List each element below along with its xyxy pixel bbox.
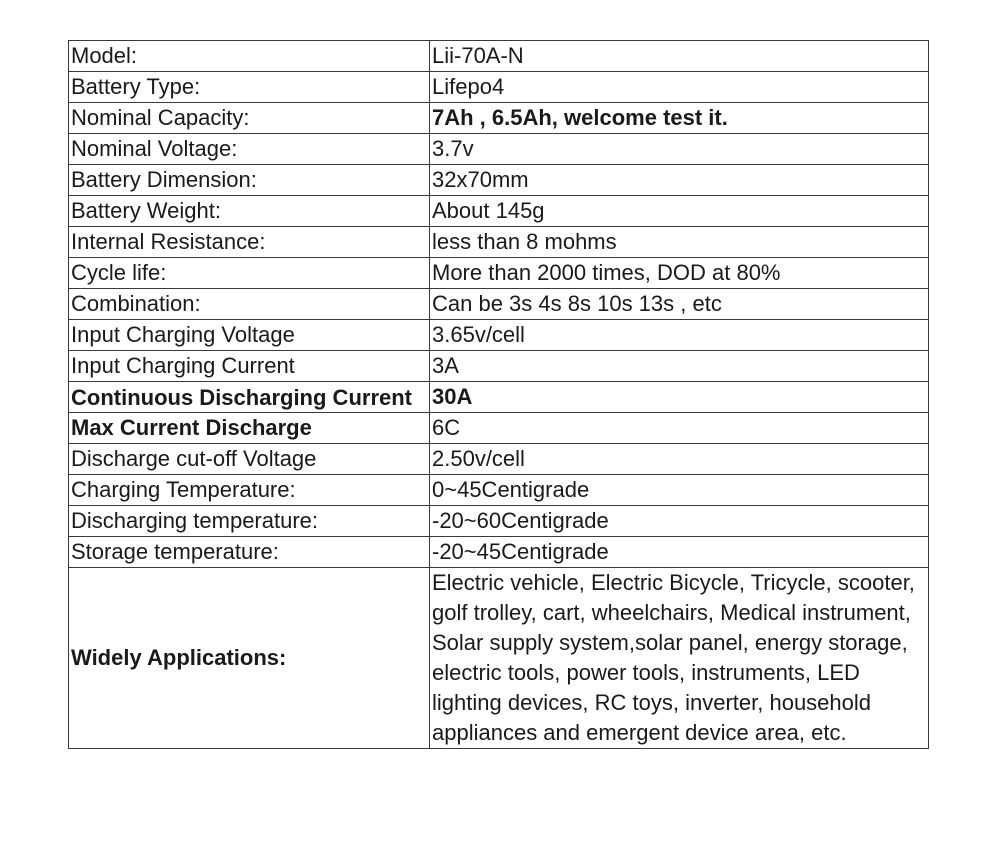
spec-value-nominal-capacity: 7Ah , 6.5Ah, welcome test it. <box>430 103 929 134</box>
spec-value-discharging-temperature: -20~60Centigrade <box>430 506 929 537</box>
table-row <box>69 506 929 537</box>
table-row <box>69 227 929 258</box>
table-row <box>69 72 929 103</box>
spec-value-cycle-life: More than 2000 times, DOD at 80% <box>430 258 929 289</box>
table-row <box>69 537 929 568</box>
spec-label-storage-temperature: Storage temperature: <box>69 537 430 568</box>
spec-label-battery-dimension: Battery Dimension: <box>69 165 430 196</box>
table-row <box>69 41 929 72</box>
table-row <box>69 258 929 289</box>
spec-label-internal-resistance: Internal Resistance: <box>69 227 430 258</box>
spec-label-combination: Combination: <box>69 289 430 320</box>
table-row <box>69 165 929 196</box>
spec-label-input-charging-voltage: Input Charging Voltage <box>69 320 430 351</box>
battery-spec-table <box>68 40 929 749</box>
spec-label-continuous-discharging-current: Continuous Discharging Current <box>69 382 430 413</box>
spec-value-battery-type: Lifepo4 <box>430 72 929 103</box>
spec-label-input-charging-current: Input Charging Current <box>69 351 430 382</box>
spec-value-combination: Can be 3s 4s 8s 10s 13s , etc <box>430 289 929 320</box>
spec-value-battery-dimension: 32x70mm <box>430 165 929 196</box>
spec-label-battery-type: Battery Type: <box>69 72 430 103</box>
spec-label-discharge-cutoff-voltage: Discharge cut-off Voltage <box>69 444 430 475</box>
table-row <box>69 568 929 749</box>
spec-value-internal-resistance: less than 8 mohms <box>430 227 929 258</box>
table-row <box>69 196 929 227</box>
spec-value-battery-weight: About 145g <box>430 196 929 227</box>
spec-label-widely-applications: Widely Applications: <box>69 568 430 749</box>
spec-label-model: Model: <box>69 41 430 72</box>
spec-value-model: Lii-70A-N <box>430 41 929 72</box>
table-row <box>69 413 929 444</box>
spec-value-input-charging-current: 3A <box>430 351 929 382</box>
spec-label-battery-weight: Battery Weight: <box>69 196 430 227</box>
spec-value-widely-applications: Electric vehicle, Electric Bicycle, Tricycle, scooter, golf trolley, cart, wheelchairs, Medical instrument, Solar supply system,solar panel, energy storage, electric tools, power tools, instruments, LED lighting devices, RC toys, inverter, household appliances and emergent device area, etc. <box>430 568 929 749</box>
spec-value-input-charging-voltage: 3.65v/cell <box>430 320 929 351</box>
spec-label-charging-temperature: Charging Temperature: <box>69 475 430 506</box>
table-row <box>69 475 929 506</box>
table-row <box>69 351 929 382</box>
spec-label-nominal-capacity: Nominal Capacity: <box>69 103 430 134</box>
table-row <box>69 444 929 475</box>
spec-label-max-current-discharge: Max Current Discharge <box>69 413 430 444</box>
spec-label-cycle-life: Cycle life: <box>69 258 430 289</box>
spec-value-storage-temperature: -20~45Centigrade <box>430 537 929 568</box>
spec-label-nominal-voltage: Nominal Voltage: <box>69 134 430 165</box>
spec-label-discharging-temperature: Discharging temperature: <box>69 506 430 537</box>
table-row <box>69 320 929 351</box>
spec-value-charging-temperature: 0~45Centigrade <box>430 475 929 506</box>
table-row <box>69 103 929 134</box>
table-row <box>69 382 929 413</box>
spec-value-nominal-voltage: 3.7v <box>430 134 929 165</box>
spec-value-discharge-cutoff-voltage: 2.50v/cell <box>430 444 929 475</box>
table-row <box>69 289 929 320</box>
table-row <box>69 134 929 165</box>
spec-value-max-current-discharge: 6C <box>430 413 929 444</box>
spec-value-continuous-discharging-current: 30A <box>430 382 929 413</box>
